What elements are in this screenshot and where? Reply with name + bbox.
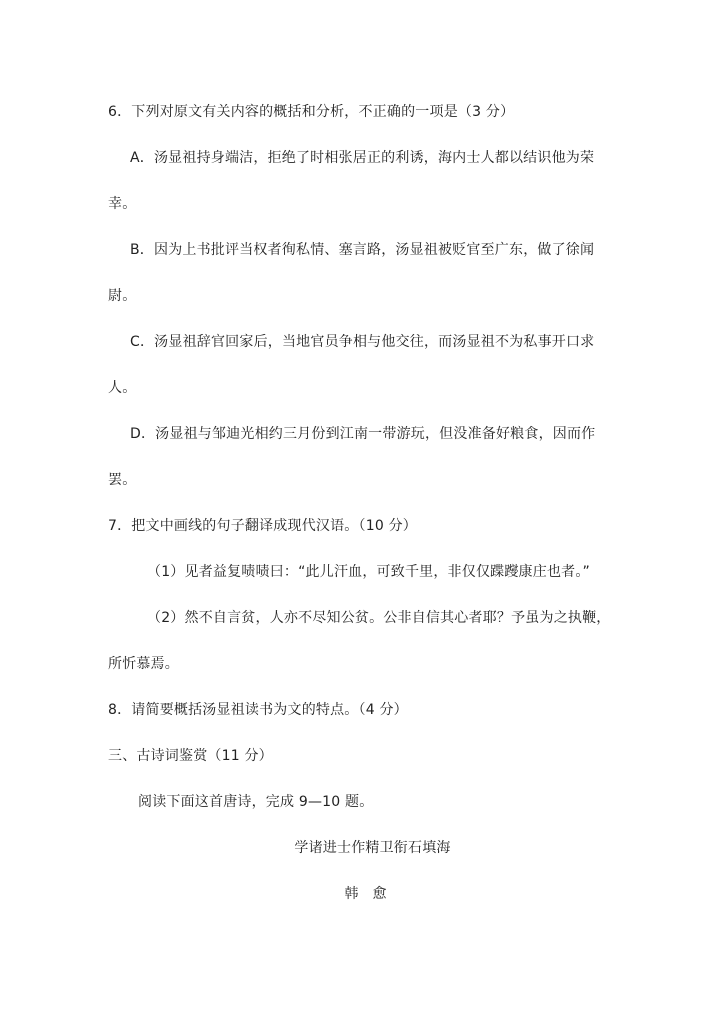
poem-title: 学诸进士作精卫衔石填海 <box>294 840 451 856</box>
question-7-item-1: （1）见者益复啧啧曰：“此儿汗血，可致千里，非仅仅蹀躞康庄也者。” <box>147 564 591 580</box>
question-6-option-c-continued: 人。 <box>108 380 137 396</box>
question-6-option-b: B．因为上书批评当权者徇私情、塞言路，汤显祖被贬官至广东，做了徐闻 <box>130 242 595 258</box>
question-6-option-d-continued: 罢。 <box>108 472 137 488</box>
question-6-option-b-continued: 尉。 <box>108 288 137 304</box>
question-6-option-c: C．汤显祖辞官回家后，当地官员争相与他交往，而汤显祖不为私事开口求 <box>130 334 595 350</box>
question-6-stem: 6．下列对原文有关内容的概括和分析，不正确的一项是（3 分） <box>108 104 515 120</box>
question-7-item-2-continued: 所忻慕焉。 <box>108 656 179 672</box>
section-3-heading: 三、古诗词鉴赏（11 分） <box>108 748 273 764</box>
question-6-option-d: D．汤显祖与邹迪光相约三月份到江南一带游玩，但没准备好粮食，因而作 <box>130 426 596 442</box>
question-7-stem: 7．把文中画线的句子翻译成现代汉语。（10 分） <box>108 518 417 534</box>
question-8-stem: 8．请简要概括汤显祖读书为文的特点。（4 分） <box>108 702 408 718</box>
section-3-instruction: 阅读下面这首唐诗，完成 9—10 题。 <box>138 794 374 810</box>
question-7-item-2: （2）然不自言贫，人亦不尽知公贫。公非自信其心者耶？予虽为之执鞭， <box>147 610 611 626</box>
question-6-option-a-continued: 幸。 <box>108 196 137 212</box>
question-6-option-a: A．汤显祖持身端洁，拒绝了时相张居正的利诱，海内士人都以结识他为荣 <box>130 150 595 166</box>
poem-author: 韩愈 <box>344 886 401 902</box>
